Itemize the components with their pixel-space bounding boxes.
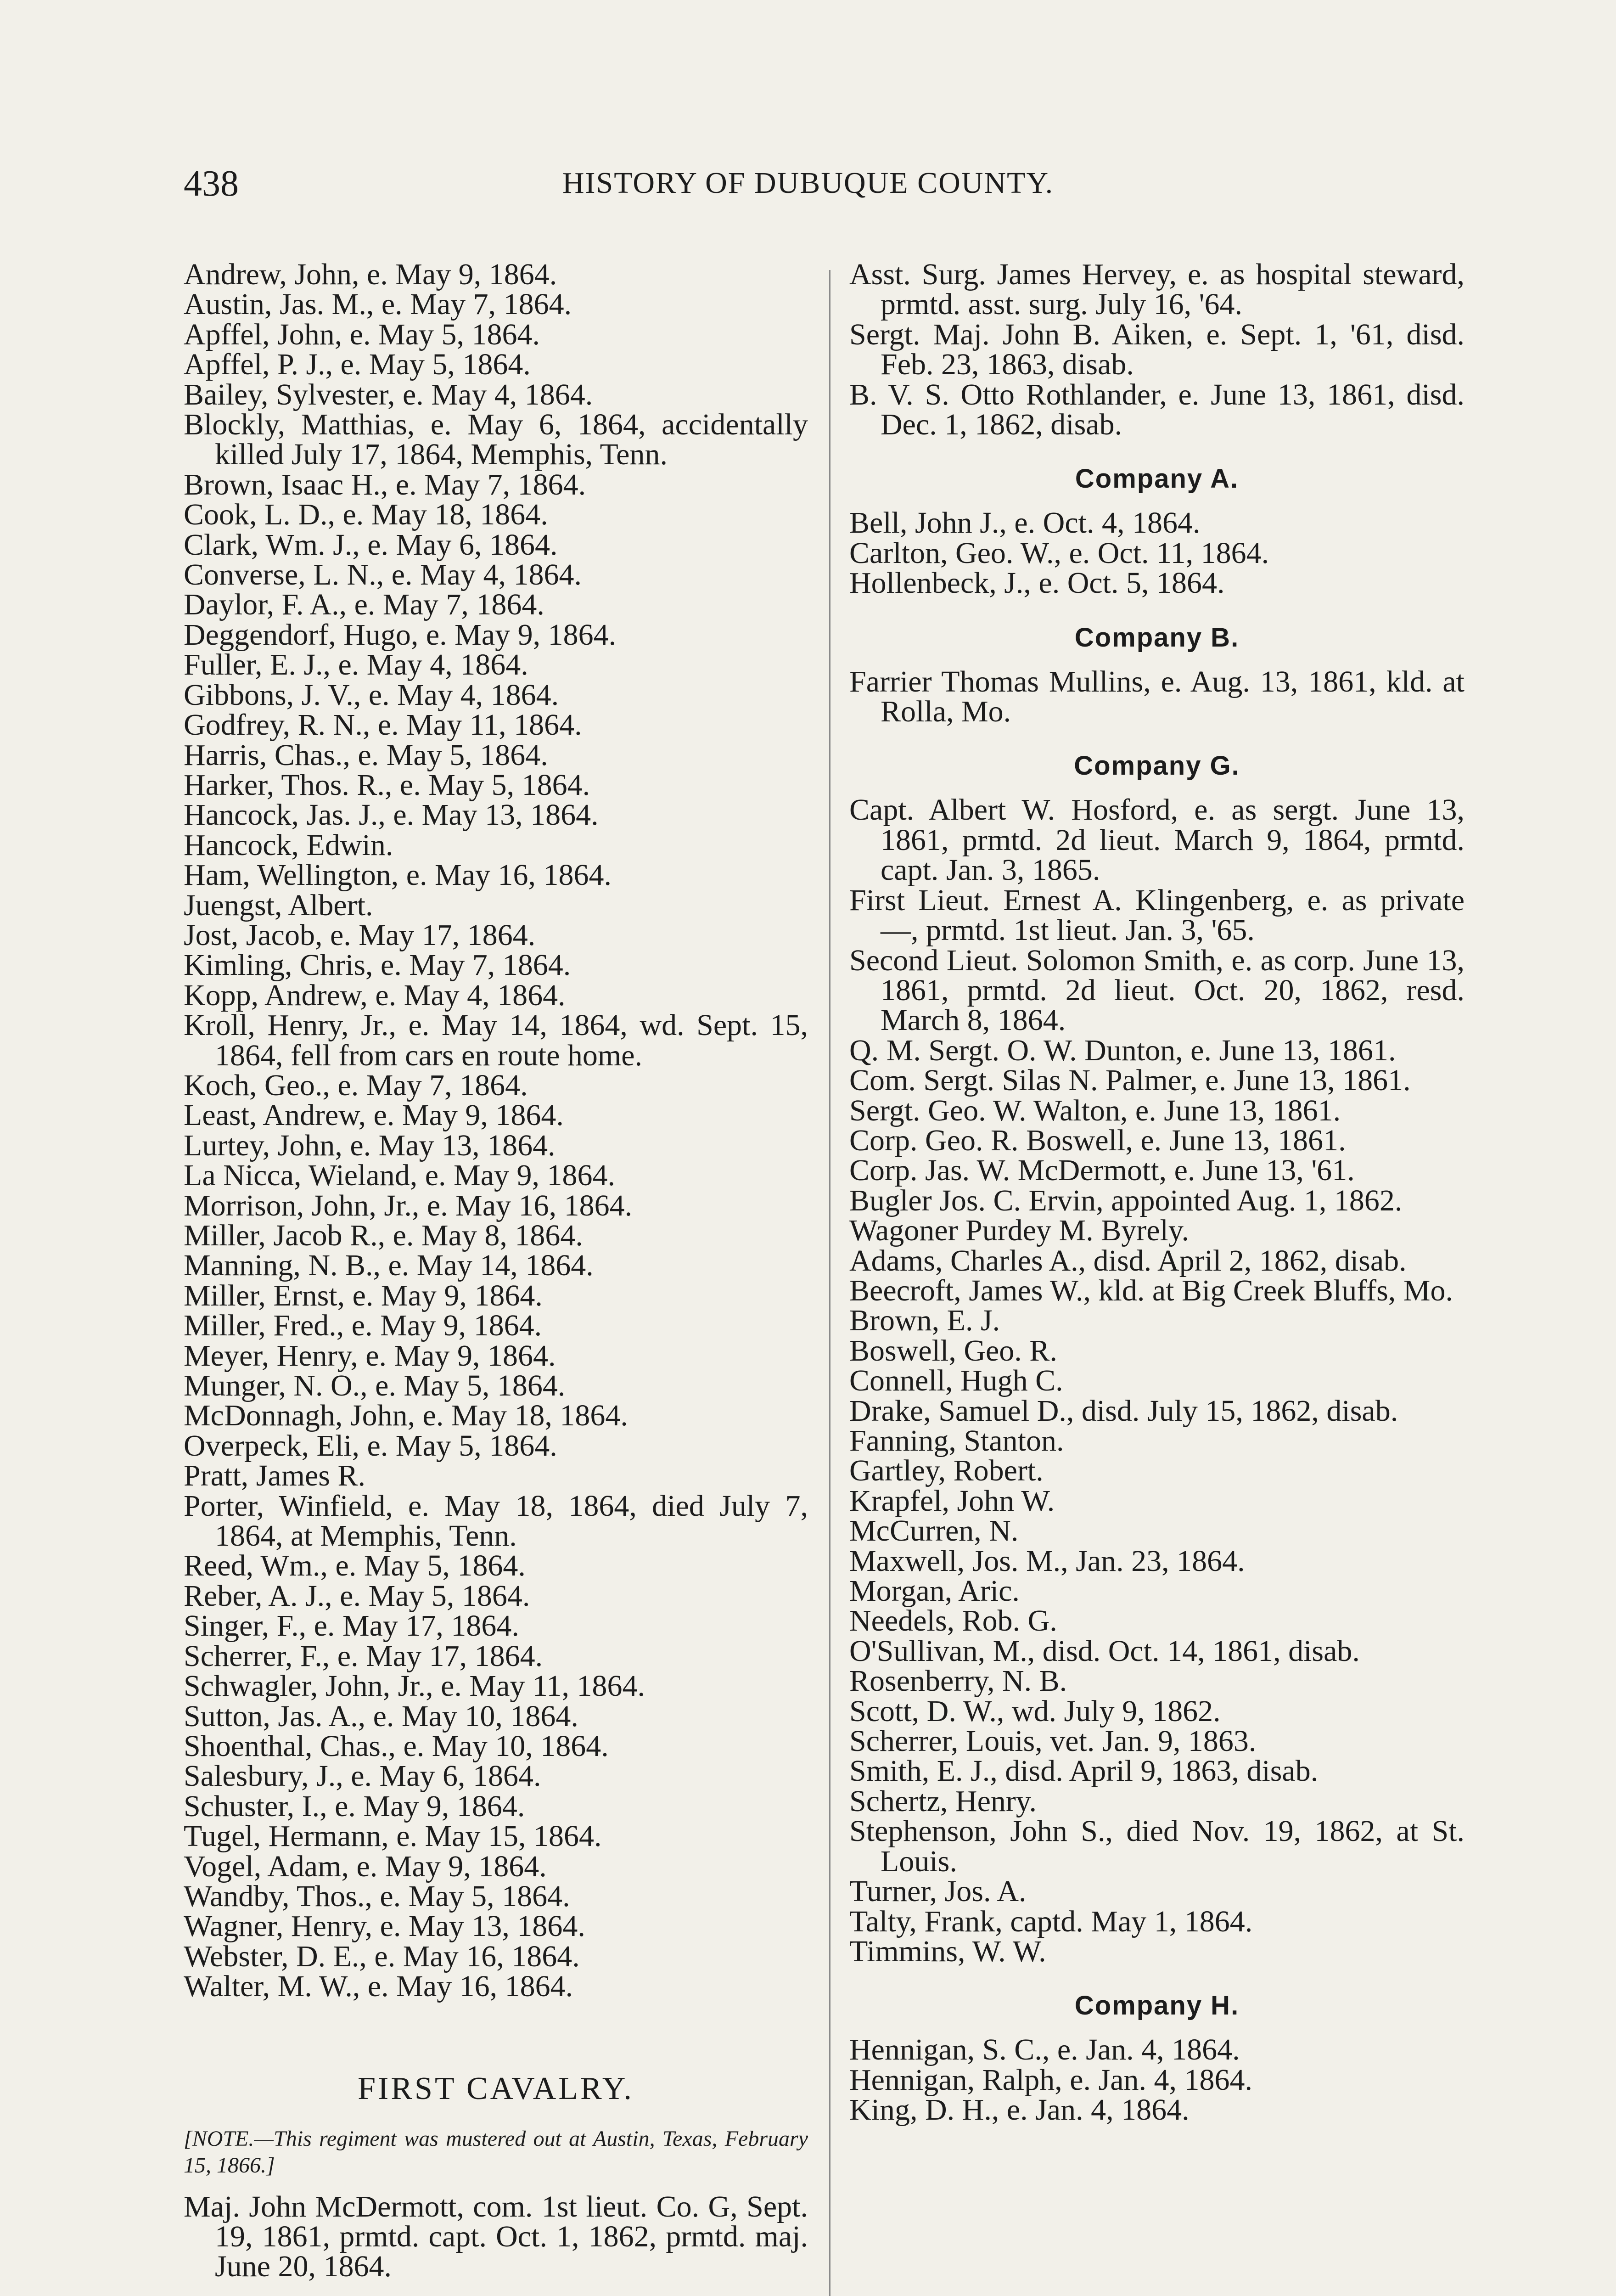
roster-entry: Munger, N. O., e. May 5, 1864.	[184, 1369, 566, 1403]
roster-entry: Daylor, F. A., e. May 7, 1864.	[184, 588, 544, 622]
roster-entry: Hancock, Jas. J., e. May 13, 1864.	[184, 798, 599, 832]
left-column	[184, 259, 808, 2282]
roster-entry: Godfrey, R. N., e. May 11, 1864.	[184, 708, 582, 742]
first-cavalry-roster	[184, 2189, 808, 2284]
roster-entry: Juengst, Albert.	[184, 888, 373, 922]
roster-entry: Fuller, E. J., e. May 4, 1864.	[184, 648, 528, 682]
roster-entry: Miller, Ernst, e. May 9, 1864.	[184, 1278, 543, 1312]
roster-entry: Meyer, Henry, e. May 9, 1864.	[184, 1339, 556, 1373]
roster-entry: Least, Andrew, e. May 9, 1864.	[184, 1098, 564, 1132]
roster-entry: Overpeck, Eli, e. May 5, 1864.	[184, 1429, 557, 1463]
roster-entry: Brown, Isaac H., e. May 7, 1864.	[184, 467, 586, 501]
roster-entry: Scott, D. W., wd. July 9, 1862.	[849, 1694, 1221, 1728]
roster-entry: Miller, Jacob R., e. May 8, 1864.	[184, 1219, 583, 1252]
roster-entry: Apffel, P. J., e. May 5, 1864.	[184, 348, 531, 382]
running-title: HISTORY OF DUBUQUE COUNTY.	[562, 166, 1054, 200]
roster-entry: Corp. Geo. R. Boswell, e. June 13, 1861.	[849, 1123, 1346, 1157]
roster-entry: Morgan, Aric.	[849, 1574, 1020, 1608]
roster-entry: Walter, M. W., e. May 16, 1864.	[184, 1970, 573, 2003]
roster-entry: Koch, Geo., e. May 7, 1864.	[184, 1068, 528, 1102]
roster-entry: Bailey, Sylvester, e. May 4, 1864.	[184, 377, 593, 411]
roster-entry: Bugler Jos. C. Ervin, appointed Aug. 1, 1862.	[849, 1183, 1403, 1217]
roster-entry: Stephenson, John S., died Nov. 19, 1862, at St. Louis.	[849, 1814, 1464, 1878]
roster-entry: Sutton, Jas. A., e. May 10, 1864.	[184, 1699, 578, 1733]
staff-roster	[849, 258, 1464, 442]
roster-entry: Connell, Hugh C.	[849, 1364, 1063, 1398]
roster-entry: Porter, Winfield, e. May 18, 1864, died July 7, 1864, at Memphis, Tenn.	[184, 1489, 808, 1553]
roster-entry: Hennigan, S. C., e. Jan. 4, 1864.	[849, 2033, 1240, 2067]
roster-entry: Carlton, Geo. W., e. Oct. 11, 1864.	[849, 536, 1269, 570]
roster-entry: Blockly, Matthias, e. May 6, 1864, accidentally killed July 17, 1864, Memphis, Tenn.	[184, 408, 808, 472]
roster-entry: Talty, Frank, captd. May 1, 1864.	[849, 1904, 1253, 1938]
roster-entry: Asst. Surg. James Hervey, e. as hospital steward, prmtd. asst. surg. July 16, '64.	[849, 258, 1464, 321]
company-section	[849, 1990, 1464, 2125]
roster-entry: Reber, A. J., e. May 5, 1864.	[184, 1579, 530, 1613]
roster-entry: Drake, Samuel D., disd. July 15, 1862, disab.	[849, 1394, 1398, 1428]
roster-entry: Austin, Jas. M., e. May 7, 1864.	[184, 287, 572, 321]
roster-entry: Schwagler, John, Jr., e. May 11, 1864.	[184, 1669, 645, 1703]
roster-entry: Converse, L. N., e. May 4, 1864.	[184, 558, 582, 592]
roster-entry: Scherrer, Louis, vet. Jan. 9, 1863.	[849, 1724, 1257, 1758]
roster-entry: B. V. S. Otto Rothlander, e. June 13, 1861, disd. Dec. 1, 1862, disab.	[849, 377, 1464, 442]
page-header	[184, 163, 1432, 214]
roster-entry: McDonnagh, John, e. May 18, 1864.	[184, 1399, 628, 1433]
roster-entry: Brown, E. J.	[849, 1304, 1000, 1338]
roster-entry: Wandby, Thos., e. May 5, 1864.	[184, 1879, 570, 1913]
roster-entry: Webster, D. E., e. May 16, 1864.	[184, 1939, 580, 1973]
roster-entry: Hennigan, Ralph, e. Jan. 4, 1864.	[849, 2063, 1253, 2097]
regiment-note: [NOTE.—This regiment was mustered out at Austin, Texas, February 15, 1866.]	[184, 2126, 808, 2178]
roster-entry: Second Lieut. Solomon Smith, e. as corp. June 13, 1861, prmtd. 2d lieut. Oct. 20, 1862, resd. March 8, 1864.	[849, 943, 1464, 1037]
roster-entry: Capt. Albert W. Hosford, e. as sergt. June 13, 1861, prmtd. 2d lieut. March 9, 1864, prmtd. capt. Jan. 3, 1865.	[849, 793, 1464, 887]
roster-entry: Maj. John McDermott, com. 1st lieut. Co. G, Sept. 19, 1861, prmtd. capt. Oct. 1, 1862, prmtd. maj. June 20, 1864.	[184, 2189, 808, 2284]
roster-entry: Corp. Jas. W. McDermott, e. June 13, '61.	[849, 1154, 1355, 1187]
roster-entry: Morrison, John, Jr., e. May 16, 1864.	[184, 1188, 633, 1222]
roster-entry: Deggendorf, Hugo, e. May 9, 1864.	[184, 618, 617, 652]
company-heading: Company G.	[1074, 751, 1240, 781]
roster-entry: First Lieut. Ernest A. Klingenberg, e. as private —, prmtd. 1st lieut. Jan. 3, '65.	[849, 883, 1464, 947]
roster-entry: Krapfel, John W.	[849, 1484, 1055, 1518]
roster-entry: Gartley, Robert.	[849, 1454, 1044, 1488]
roster-entry: Bell, John J., e. Oct. 4, 1864.	[849, 506, 1201, 540]
column-divider	[829, 270, 830, 2296]
roster-entry: Smith, E. J., disd. April 9, 1863, disab.	[849, 1754, 1319, 1788]
roster-entry: Schuster, I., e. May 9, 1864.	[184, 1789, 525, 1823]
roster-entry: Harris, Chas., e. May 5, 1864.	[184, 738, 548, 772]
roster-entry: Andrew, John, e. May 9, 1864.	[184, 258, 557, 291]
roster-entry: Wagoner Purdey M. Byrely.	[849, 1214, 1190, 1248]
roster-entry: Jost, Jacob, e. May 17, 1864.	[184, 918, 536, 952]
roster-entry: Fanning, Stanton.	[849, 1424, 1064, 1458]
roster-entry: Turner, Jos. A.	[849, 1874, 1027, 1908]
roster-entry: Gibbons, J. V., e. May 4, 1864.	[184, 678, 559, 712]
roster-entry: Kimling, Chris, e. May 7, 1864.	[184, 948, 571, 982]
roster-entry: Miller, Fred., e. May 9, 1864.	[184, 1309, 542, 1343]
roster-entry: Singer, F., e. May 17, 1864.	[184, 1609, 519, 1643]
roster-entry: Timmins, W. W.	[849, 1934, 1046, 1968]
roster-entry: Q. M. Sergt. O. W. Dunton, e. June 13, 1861.	[849, 1033, 1396, 1067]
roster-entry: Pratt, James R.	[184, 1459, 365, 1493]
roster-entry: Salesbury, J., e. May 6, 1864.	[184, 1759, 541, 1793]
company-heading: Company A.	[1075, 464, 1239, 494]
roster-entry: Vogel, Adam, e. May 9, 1864.	[184, 1849, 547, 1883]
roster-entry: Kroll, Henry, Jr., e. May 14, 1864, wd. Sept. 15, 1864, fell from cars en route home.	[184, 1008, 808, 1072]
roster-entry: Clark, Wm. J., e. May 6, 1864.	[184, 528, 558, 562]
roster-entry: Hancock, Edwin.	[184, 828, 393, 862]
roster-entry: Com. Sergt. Silas N. Palmer, e. June 13, 1861.	[849, 1064, 1411, 1097]
roster-entry: Ham, Wellington, e. May 16, 1864.	[184, 858, 612, 892]
roster-entry: Maxwell, Jos. M., Jan. 23, 1864.	[849, 1544, 1245, 1578]
roster-entry: Manning, N. B., e. May 14, 1864.	[184, 1249, 594, 1283]
right-column	[849, 259, 1464, 2125]
company-section	[849, 622, 1464, 727]
roster-entry: Harker, Thos. R., e. May 5, 1864.	[184, 768, 590, 802]
roster-entry: King, D. H., e. Jan. 4, 1864.	[849, 2093, 1190, 2127]
roster-entry: Sergt. Maj. John B. Aiken, e. Sept. 1, '61, disd. Feb. 23, 1863, disab.	[849, 317, 1464, 382]
roster-entry: O'Sullivan, M., disd. Oct. 14, 1861, disab.	[849, 1634, 1360, 1668]
roster-entry: Farrier Thomas Mullins, e. Aug. 13, 1861, kld. at Rolla, Mo.	[849, 664, 1464, 729]
roster-entry: Sergt. Geo. W. Walton, e. June 13, 1861.	[849, 1093, 1341, 1127]
roster-entry: Scherrer, F., e. May 17, 1864.	[184, 1639, 543, 1673]
roster-entry: Shoenthal, Chas., e. May 10, 1864.	[184, 1729, 609, 1763]
section-heading: FIRST CAVALRY.	[358, 2071, 634, 2106]
roster-entry: McCurren, N.	[849, 1514, 1019, 1548]
roster-entry: Tugel, Hermann, e. May 15, 1864.	[184, 1819, 602, 1853]
roster-entry: Reed, Wm., e. May 5, 1864.	[184, 1549, 526, 1583]
company-section	[849, 463, 1464, 598]
company-section	[849, 750, 1464, 1966]
page-number: 438	[184, 163, 239, 204]
company-rosters	[849, 463, 1464, 2125]
roster-entry: Cook, L. D., e. May 18, 1864.	[184, 498, 548, 532]
roster-entry: Boswell, Geo. R.	[849, 1334, 1057, 1367]
roster-entry: Wagner, Henry, e. May 13, 1864.	[184, 1909, 585, 1943]
roster-entry: Hollenbeck, J., e. Oct. 5, 1864.	[849, 566, 1225, 600]
roster-entry: Needels, Rob. G.	[849, 1604, 1057, 1638]
company-heading: Company B.	[1074, 622, 1240, 653]
roster-entry: Schertz, Henry.	[849, 1784, 1037, 1818]
roster-entry: Rosenberry, N. B.	[849, 1664, 1067, 1698]
roster-entry: Adams, Charles A., disd. April 2, 1862, disab.	[849, 1244, 1407, 1277]
roster-entry: La Nicca, Wieland, e. May 9, 1864.	[184, 1159, 615, 1193]
roster-entry: Kopp, Andrew, e. May 4, 1864.	[184, 978, 566, 1012]
left-roster	[184, 259, 808, 2002]
roster-entry: Lurtey, John, e. May 13, 1864.	[184, 1128, 556, 1162]
roster-entry: Apffel, John, e. May 5, 1864.	[184, 317, 540, 351]
company-heading: Company H.	[1074, 1991, 1240, 2021]
roster-entry: Beecroft, James W., kld. at Big Creek Bluffs, Mo.	[849, 1273, 1453, 1307]
